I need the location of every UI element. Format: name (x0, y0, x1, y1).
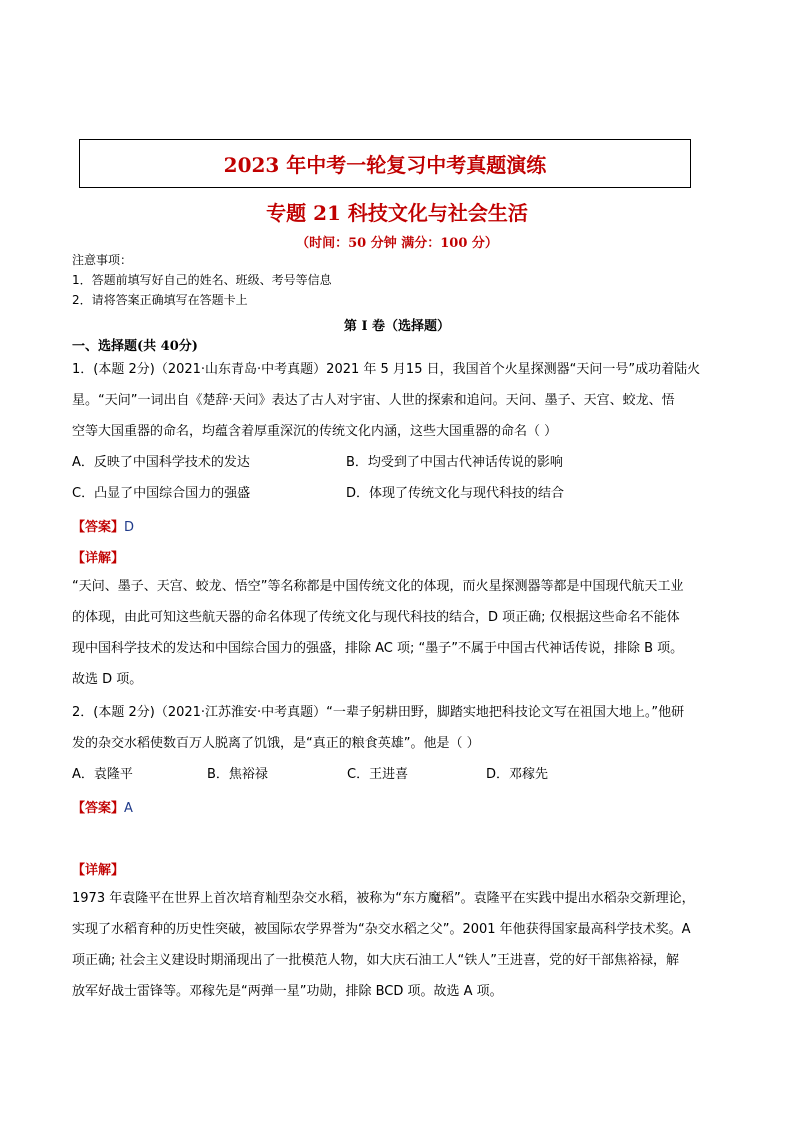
q1-option-d: D．体现了传统文化与现代科技的结合 (346, 486, 565, 501)
title-box (79, 139, 691, 188)
q1-detail-label: 【详解】 (72, 551, 125, 566)
page-title: 2023 年中考一轮复习中考真题演练 (223, 153, 547, 177)
q2-line-1: 2．(本题 2分)（2021·江苏淮安·中考真题）“一辈子躬耕田野，脚踏实地把科技论文写在祖国大地上。”他研 (72, 705, 685, 720)
q2-option-b: B．焦裕禄 (207, 767, 268, 782)
q1-detail-line-4: 故选 D 项。 (72, 672, 143, 687)
part-head: 一、选择题(共 40分) (72, 339, 198, 354)
q1-line-1: 1．(本题 2分)（2021·山东青岛·中考真题）2021 年 5 月15 日，我国首个火星探测器“天问一号”成功着陆火 (72, 362, 701, 377)
q1-detail-line-3: 现中国科学技术的发达和中国综合国力的强盛，排除 AC 项; “墨子”不属于中国古代神话传说，排除 B 项。 (72, 641, 684, 656)
q2-detail-line-3: 项正确; 社会主义建设时期涌现出了一批模范人物，如大庆石油工人“铁人”王进喜，党的好干部焦裕禄，解 (72, 953, 679, 968)
q1-line-3: 空等大国重器的命名，均蕴含着厚重深沉的传统文化内涵，这些大国重器的命名（ ） (72, 424, 558, 439)
q1-answer-label: 【答案】 (72, 520, 125, 535)
q2-answer-value: A (124, 801, 133, 816)
q2-detail-line-1: 1973 年袁隆平在世界上首次培育籼型杂交水稻，被称为“东方魔稻”。袁隆平在实践中提出水稻杂交新理论， (72, 891, 695, 906)
q2-option-a: A．袁隆平 (72, 767, 133, 782)
notice-head: 注意事项： (72, 253, 133, 267)
q2-detail-line-2: 实现了水稻育种的历史性突破，被国际农学界誉为“杂交水稻之父”。2001 年他获得国家最高科学技术奖。A (72, 922, 691, 937)
q1-answer-value: D (124, 520, 135, 535)
q1-detail-line-2: 的体现，由此可知这些航天器的命名体现了传统文化与现代科技的结合，D 项正确; 仅根据这些命名不能体 (72, 610, 680, 625)
q2-option-c: C．王进喜 (347, 767, 409, 782)
q2-answer-label: 【答案】 (72, 801, 125, 816)
notice-item-1: 1．答题前填写好自己的姓名、班级、考号等信息 (72, 273, 332, 287)
q2-detail-line-4: 放军好战士雷锋等。邓稼先是“两弹一星”功勋，排除 BCD 项。故选 A 项。 (72, 984, 503, 999)
q1-option-a: A．反映了中国科学技术的发达 (72, 455, 250, 470)
notice-item-2: 2．请将答案正确填写在答题卡上 (72, 293, 248, 307)
q1-option-b: B．均受到了中国古代神话传说的影响 (346, 455, 563, 470)
q1-answer (72, 516, 134, 535)
q1-line-2: 星。“天问”一词出自《楚辞·天问》表达了古人对宇宙、人世的探索和追问。天问、墨子、天宫、蛟龙、悟 (72, 393, 675, 408)
q2-option-d: D．邓稼先 (486, 767, 549, 782)
q2-line-2: 发的杂交水稻使数百万人脱离了饥饿，是“真正的粮食英雄”。他是（ ） (72, 736, 480, 751)
q1-option-c: C．凸显了中国综合国力的强盛 (72, 486, 251, 501)
q1-detail-line-1: “天问、墨子、天宫、蛟龙、悟空”等名称都是中国传统文化的体现，而火星探测器等都是中国现代航天工业 (72, 579, 684, 594)
q2-detail-label: 【详解】 (72, 863, 125, 878)
section-head: 第 I 卷（选择题） (343, 319, 451, 334)
time-note: （时间：50 分钟 满分：100 分） (296, 236, 498, 251)
q2-answer (72, 797, 133, 816)
page-subtitle: 专题 21 科技文化与社会生活 (266, 201, 528, 225)
